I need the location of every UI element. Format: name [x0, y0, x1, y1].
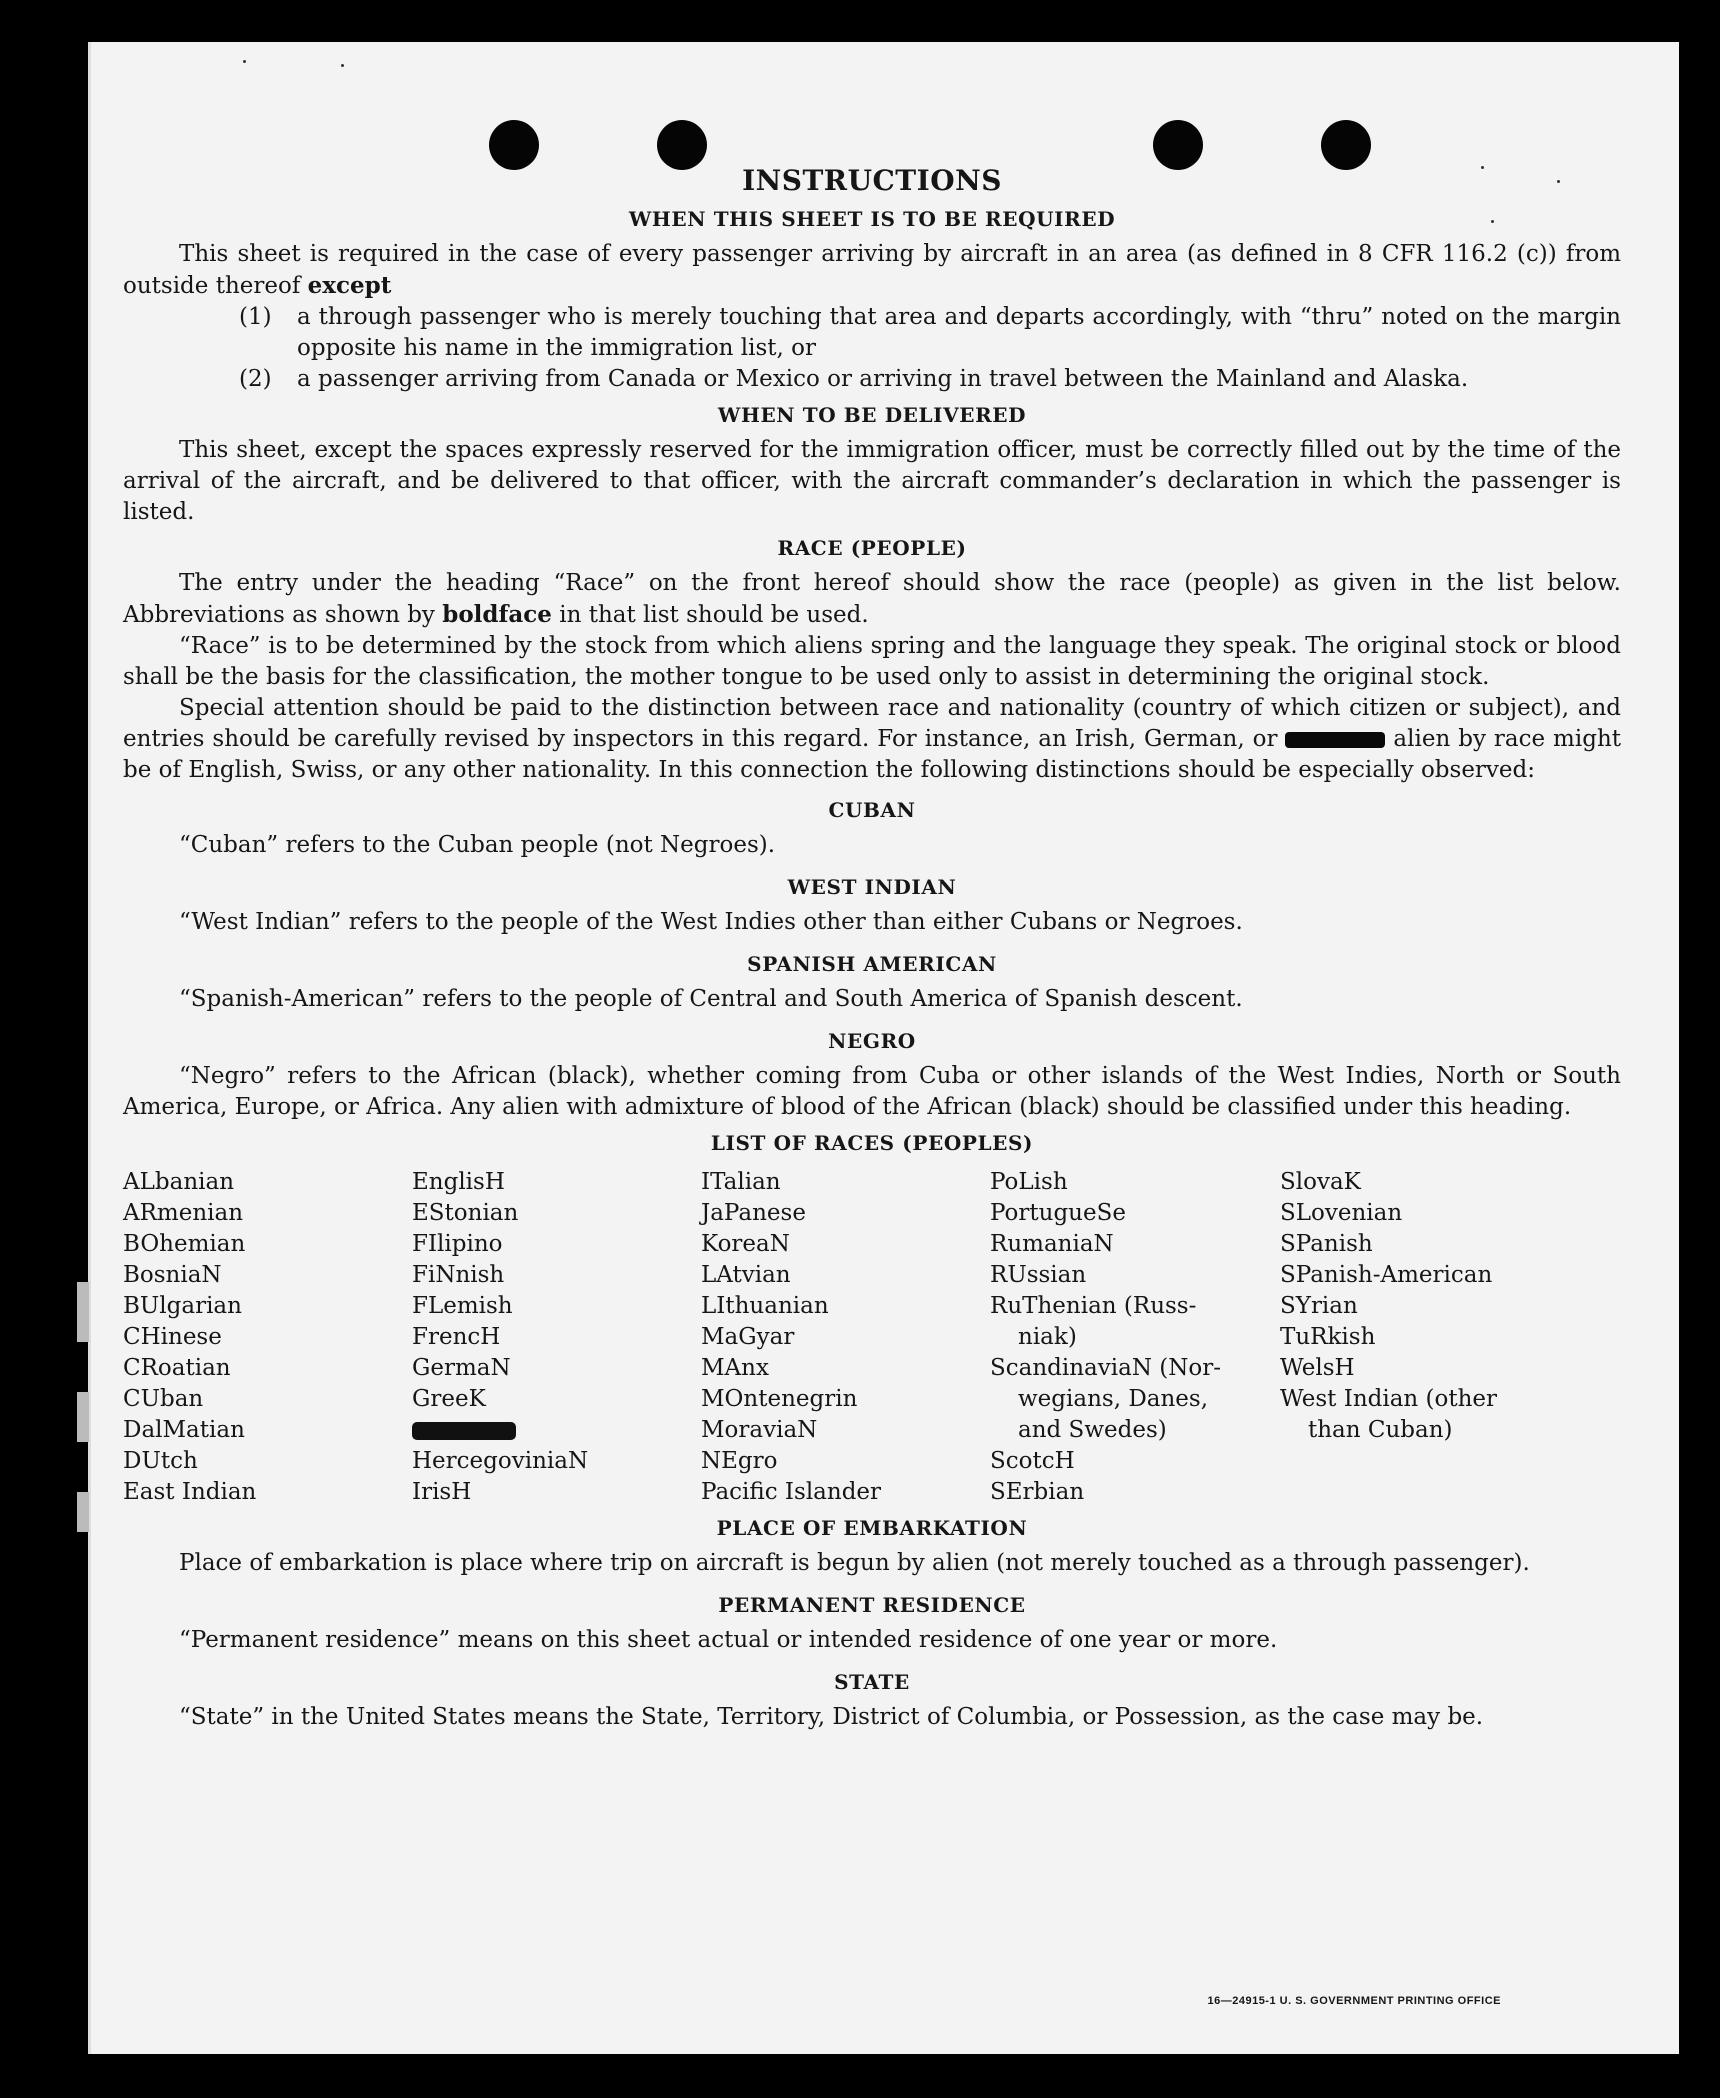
heading-state: STATE [834, 1670, 910, 1694]
race-entry-redacted [412, 1415, 701, 1446]
race-entry: HercegoviniaN [412, 1448, 589, 1474]
paragraph-negro: “Negro” refers to the African (black), whether coming from Cuba or other islands of the West Indies, North or South America, Europe, or Africa. Any alien with admixture of blood of the African (black) should be classified under this heading. [123, 1063, 1621, 1120]
race-entry: ARmenian [123, 1200, 244, 1226]
race-entry: FiNnish [412, 1262, 505, 1288]
race-entry: MOntenegrin [701, 1386, 858, 1412]
race-entry: NEgro [701, 1448, 778, 1474]
heading-when-required: WHEN THIS SHEET IS TO BE REQUIRED [628, 207, 1116, 231]
races-list [123, 1167, 1621, 1508]
race-entry: EnglisH [412, 1169, 505, 1195]
races-column [123, 1167, 412, 1508]
race-entry: CHinese [123, 1324, 222, 1350]
races-column [990, 1167, 1280, 1508]
heading-cuban: CUBAN [828, 798, 916, 822]
heading-when-delivered: WHEN TO BE DELIVERED [717, 403, 1027, 427]
edge-tear [77, 1392, 89, 1442]
race-entry: RuThenian (Russ- [990, 1293, 1197, 1319]
race-entry: LAtvian [701, 1262, 791, 1288]
heading-list-of-races: LIST OF RACES (PEOPLES) [710, 1131, 1034, 1155]
punch-hole [1153, 120, 1203, 170]
race-entry: KoreaN [701, 1231, 790, 1257]
paragraph-state: “State” in the United States means the State, Territory, District of Columbia, or Possession, as the case may be. [179, 1704, 1484, 1730]
paragraph-race-3: Special attention should be paid to the distinction between race and nationality (country of which citizen or subject), and entries should be carefully revised by inspectors in this regard. For instance, an Irish, German, or alien by race might be of English, Swiss, or any other nationality. In this connection the following distinctions should be especially observed: [123, 695, 1622, 783]
race-entry: RumaniaN [990, 1231, 1114, 1257]
page-title: INSTRUCTIONS [742, 164, 1002, 197]
race-entry-continued: niak) [1018, 1324, 1077, 1350]
paragraph-permanent-residence: “Permanent residence” means on this sheet actual or intended residence of one year or more. [179, 1627, 1278, 1653]
race-entry: RUssian [990, 1262, 1087, 1288]
race-entry: EStonian [412, 1200, 519, 1226]
races-column [1280, 1167, 1580, 1508]
race-entry: FrencH [412, 1324, 501, 1350]
heading-spanish-american: SPANISH AMERICAN [747, 952, 997, 976]
edge-tear [77, 1492, 89, 1532]
race-entry: ALbanian [123, 1169, 235, 1195]
race-entry: ScotcH [990, 1448, 1075, 1474]
race-entry: ScandinaviaN (Nor- [990, 1355, 1221, 1381]
race-entry: JaPanese [701, 1200, 806, 1226]
heading-embarkation: PLACE OF EMBARKATION [716, 1516, 1028, 1540]
race-entry: LIthuanian [701, 1293, 829, 1319]
punch-hole [489, 120, 539, 170]
race-entry: Pacific Islander [701, 1479, 882, 1505]
race-entry: CUban [123, 1386, 204, 1412]
race-entry: SPanish-American [1280, 1262, 1493, 1288]
redaction-mark [1285, 732, 1385, 748]
race-entry: WelsH [1280, 1355, 1355, 1381]
redaction-mark [412, 1422, 516, 1440]
race-entry: DalMatian [123, 1417, 245, 1443]
race-entry: PortugueSe [990, 1200, 1126, 1226]
printing-office-footer: 16—24915-1 U. S. GOVERNMENT PRINTING OFFICE [1207, 1995, 1501, 2007]
races-column [412, 1167, 701, 1508]
race-entry: PoLish [990, 1169, 1068, 1195]
instructions-body [123, 164, 1621, 1733]
heading-negro: NEGRO [828, 1029, 916, 1053]
race-entry: East Indian [123, 1479, 257, 1505]
race-entry: MoraviaN [701, 1417, 818, 1443]
race-entry: SLovenian [1280, 1200, 1403, 1226]
paragraph-west-indian: “West Indian” refers to the people of the West Indies other than either Cubans or Negroes. [179, 909, 1243, 935]
heading-race: RACE (PEOPLE) [777, 536, 967, 560]
edge-tear [77, 1282, 89, 1342]
punch-hole [1321, 120, 1371, 170]
race-entry: SYrian [1280, 1293, 1358, 1319]
race-entry: IrisH [412, 1479, 472, 1505]
paragraph-cuban: “Cuban” refers to the Cuban people (not Negroes). [179, 832, 776, 858]
race-entry: BOhemian [123, 1231, 246, 1257]
race-entry: BUlgarian [123, 1293, 242, 1319]
paragraph-when-required: This sheet is required in the case of every passenger arriving by aircraft in an area (as defined in 8 CFR 116.2 (c)) from outside thereof except [123, 241, 1621, 299]
race-entry: CRoatian [123, 1355, 231, 1381]
race-entry: BosniaN [123, 1262, 222, 1288]
race-entry: DUtch [123, 1448, 198, 1474]
paragraph-when-delivered: This sheet, except the spaces expressly reserved for the immigration officer, must be correctly filled out by the time of the arrival of the aircraft, and be delivered to that officer, with the aircraft commander’s declaration in which the passenger is listed. [123, 437, 1621, 525]
race-entry: SErbian [990, 1479, 1085, 1505]
race-entry: ITalian [701, 1169, 781, 1195]
race-entry-continued: wegians, Danes, [1018, 1386, 1209, 1412]
punch-hole [657, 120, 707, 170]
race-entry: SlovaK [1280, 1169, 1361, 1195]
race-entry: MAnx [701, 1355, 769, 1381]
race-entry: SPanish [1280, 1231, 1373, 1257]
paragraph-race-2: “Race” is to be determined by the stock from which aliens spring and the language they speak. The original stock or blood shall be the basis for the classification, the mother tongue to be used only to assist in determining the original stock. [123, 633, 1621, 690]
exception-item: (2) a passenger arriving from Canada or Mexico or arriving in travel between the Mainland and Alaska. [239, 366, 1469, 392]
race-entry: GermaN [412, 1355, 511, 1381]
race-entry-continued: than Cuban) [1308, 1417, 1453, 1443]
paragraph-spanish-american: “Spanish-American” refers to the people of Central and South America of Spanish descent. [179, 986, 1243, 1012]
document-sheet [88, 42, 1679, 2054]
race-entry: TuRkish [1280, 1324, 1376, 1350]
races-column [701, 1167, 990, 1508]
race-entry-continued: and Swedes) [1018, 1417, 1167, 1443]
heading-west-indian: WEST INDIAN [787, 875, 957, 899]
exception-item: (1) a through passenger who is merely touching that area and departs accordingly, with “thru” noted on the margin opposite his name in the immigration list, or [239, 304, 1621, 361]
paragraph-race-1: The entry under the heading “Race” on the front hereof should show the race (people) as given in the list below. Abbreviations as shown by boldface in that list should be used. [123, 570, 1621, 628]
speck [243, 60, 246, 63]
race-entry: West Indian (other [1280, 1386, 1498, 1412]
paragraph-embarkation: Place of embarkation is place where trip on aircraft is begun by alien (not merely touched as a through passenger). [179, 1550, 1530, 1576]
heading-permanent-residence: PERMANENT RESIDENCE [718, 1593, 1026, 1617]
race-entry: FLemish [412, 1293, 513, 1319]
speck [341, 64, 344, 67]
race-entry: GreeK [412, 1386, 486, 1412]
race-entry: MaGyar [701, 1324, 795, 1350]
race-entry: FIlipino [412, 1231, 503, 1257]
